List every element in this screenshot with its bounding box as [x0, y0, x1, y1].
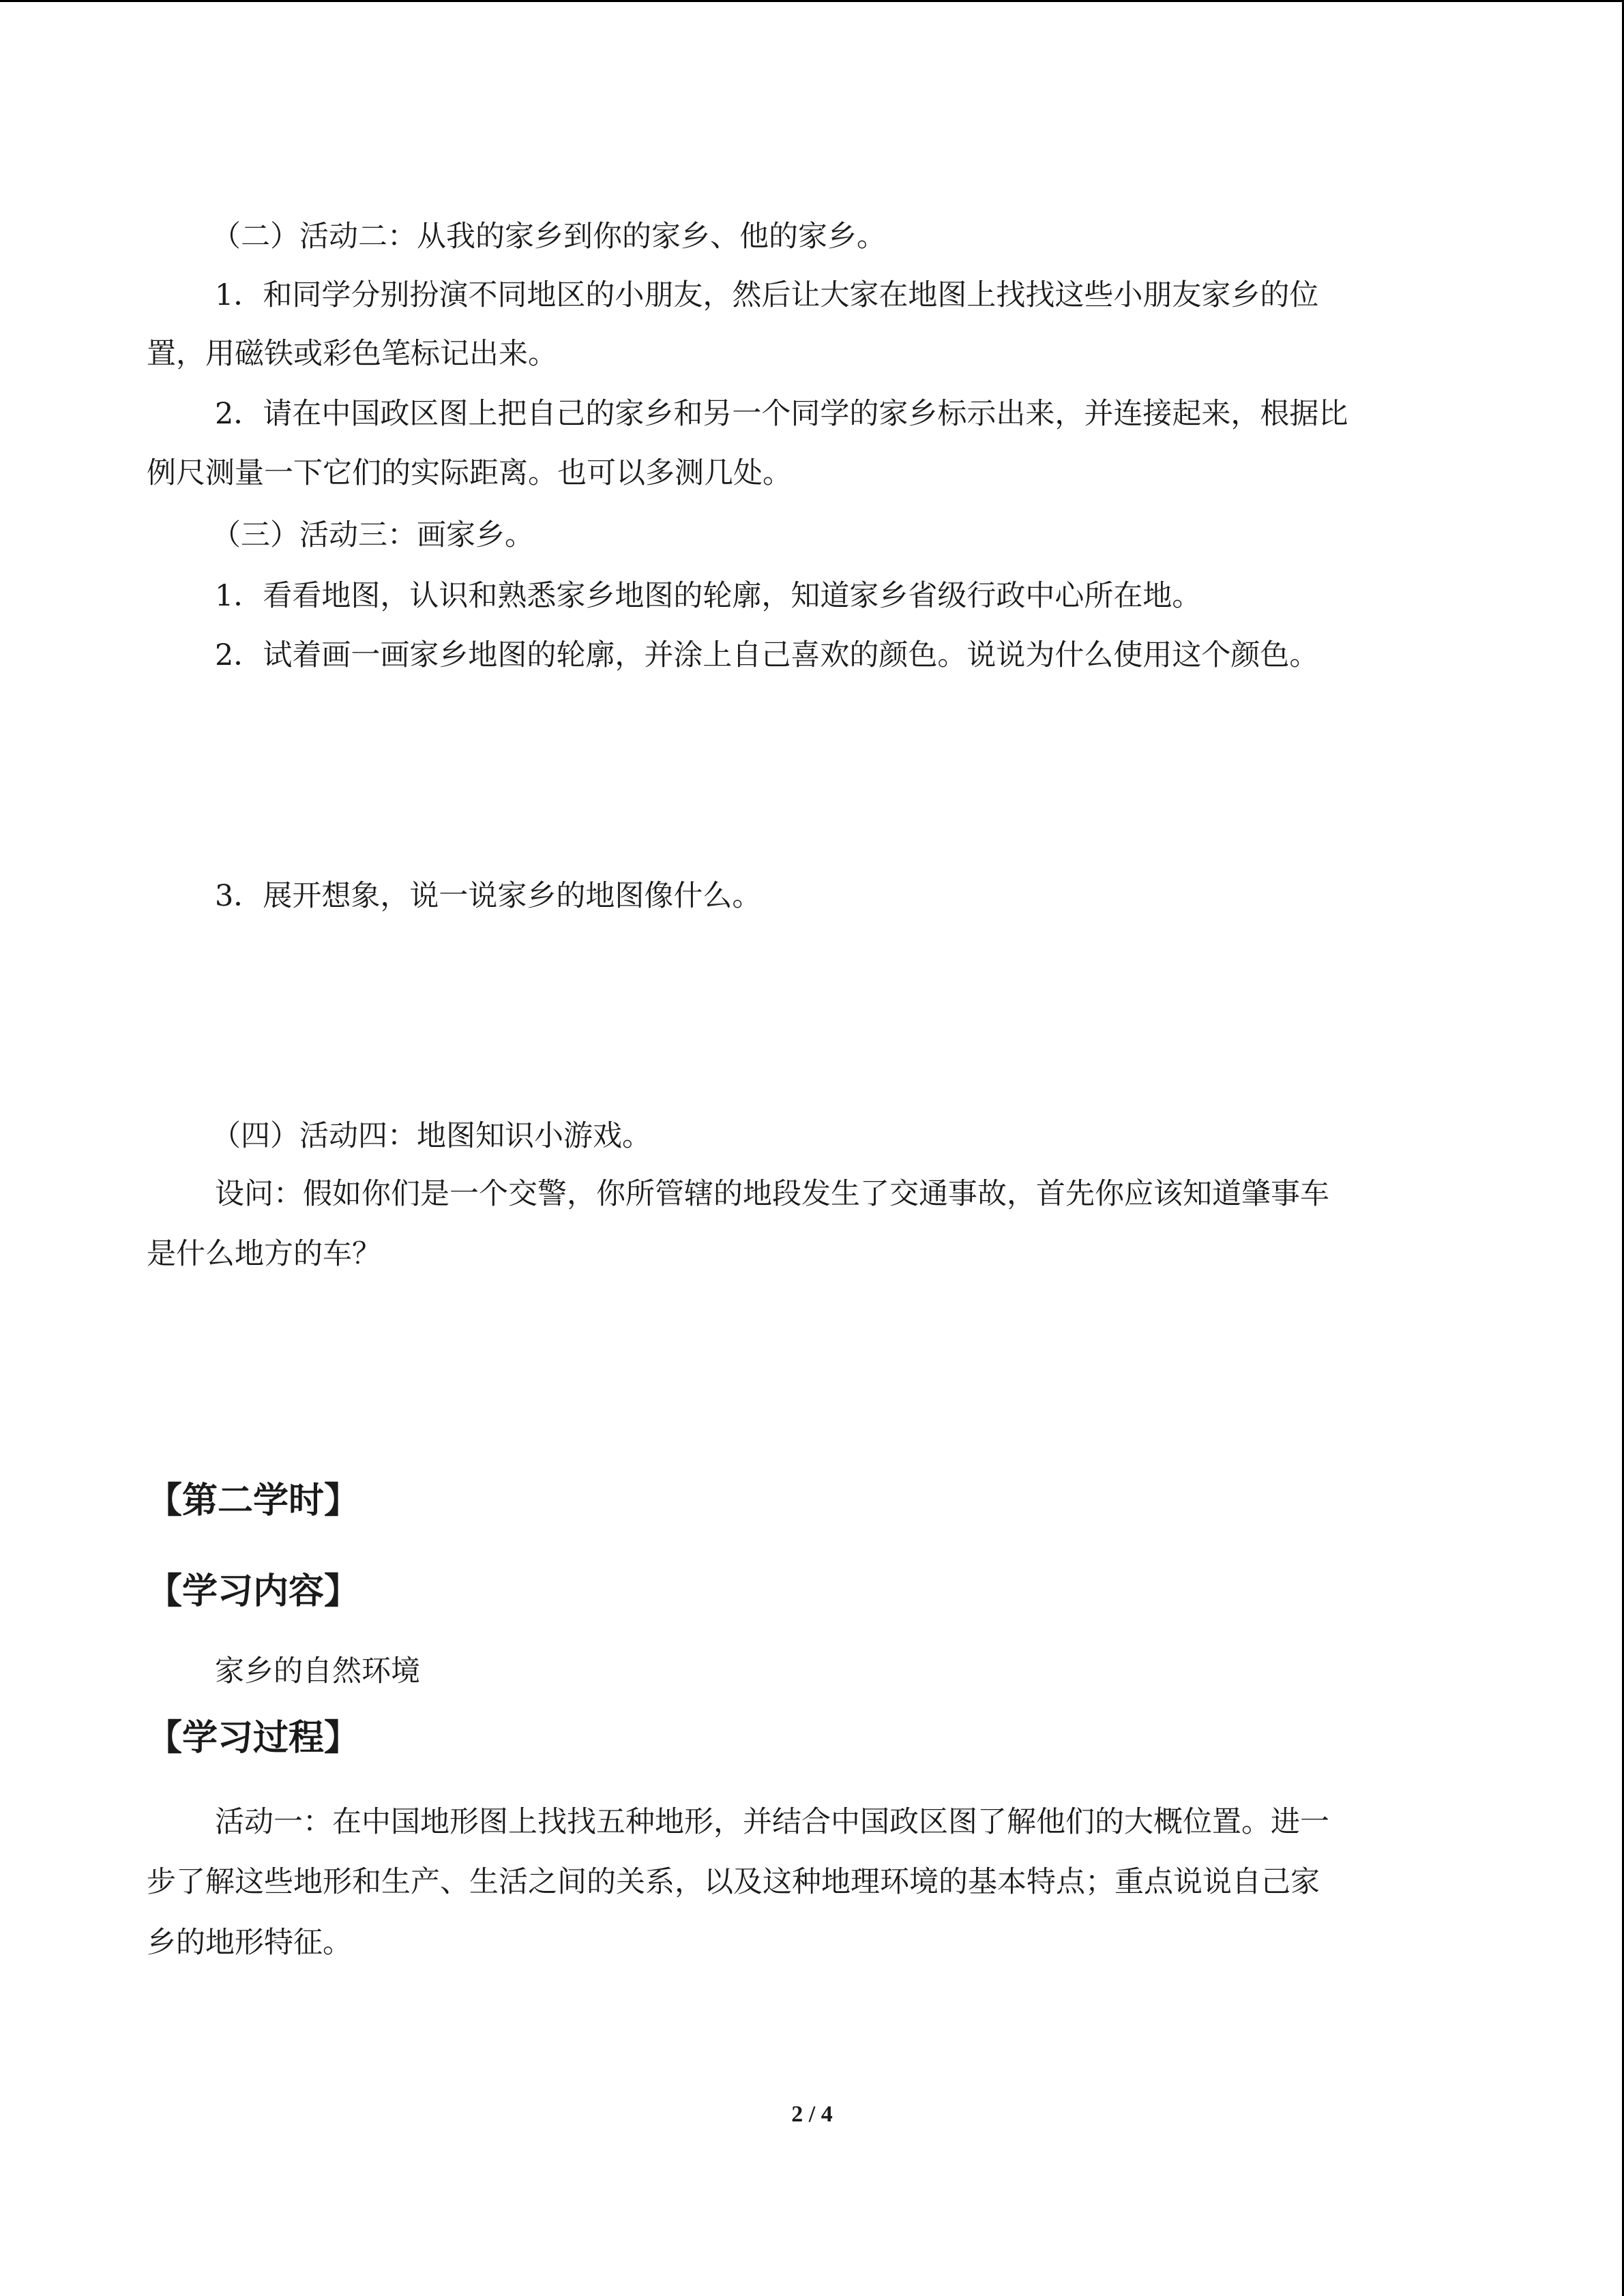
learning-process-line1: 活动一：在中国地形图上找找五种地形，并结合中国政区图了解他们的大概位置。进一: [215, 1805, 1329, 1839]
activity2-item1-line1: 1．和同学分别扮演不同地区的小朋友，然后让大家在地图上找找这些小朋友家乡的位: [215, 278, 1319, 312]
activity3-item3: 3．展开想象，说一说家乡的地图像什么。: [215, 879, 762, 913]
activity2-item2-line1: 2．请在中国政区图上把自己的家乡和另一个同学的家乡标示出来，并连接起来，根据比: [215, 397, 1348, 431]
activity4-question-line2: 是什么地方的车？: [147, 1237, 381, 1271]
activity3-title: （三）活动三：画家乡。: [211, 518, 534, 552]
page-number: 2 / 4: [791, 2102, 833, 2127]
learning-process-line3: 乡的地形特征。: [147, 1926, 352, 1960]
activity2-item1-line2: 置，用磁铁或彩色笔标记出来。: [147, 337, 557, 371]
activity4-question-line1: 设问：假如你们是一个交警，你所管辖的地段发生了交通事故，首先你应该知道肇事车: [215, 1177, 1329, 1211]
activity3-item1: 1．看看地图，认识和熟悉家乡地图的轮廓，知道家乡省级行政中心所在地。: [215, 579, 1202, 613]
activity3-item2: 2．试着画一画家乡地图的轮廓，并涂上自己喜欢的颜色。说说为什么使用这个颜色。: [215, 638, 1319, 672]
activity2-item2-line2: 例尺测量一下它们的实际距离。也可以多测几处。: [147, 456, 792, 490]
learning-process-line2: 步了解这些地形和生产、生活之间的关系，以及这种地理环境的基本特点；重点说说自己家: [147, 1865, 1320, 1899]
learning-content-text: 家乡的自然环境: [215, 1654, 420, 1688]
learning-process-heading: 【学习过程】: [147, 1718, 360, 1759]
second-period-heading: 【第二学时】: [147, 1480, 360, 1521]
page-border-top: [0, 0, 1624, 2]
learning-content-heading: 【学习内容】: [147, 1571, 360, 1612]
activity2-title: （二）活动二：从我的家乡到你的家乡、他的家乡。: [211, 220, 886, 254]
activity4-title: （四）活动四：地图知识小游戏。: [211, 1119, 651, 1153]
